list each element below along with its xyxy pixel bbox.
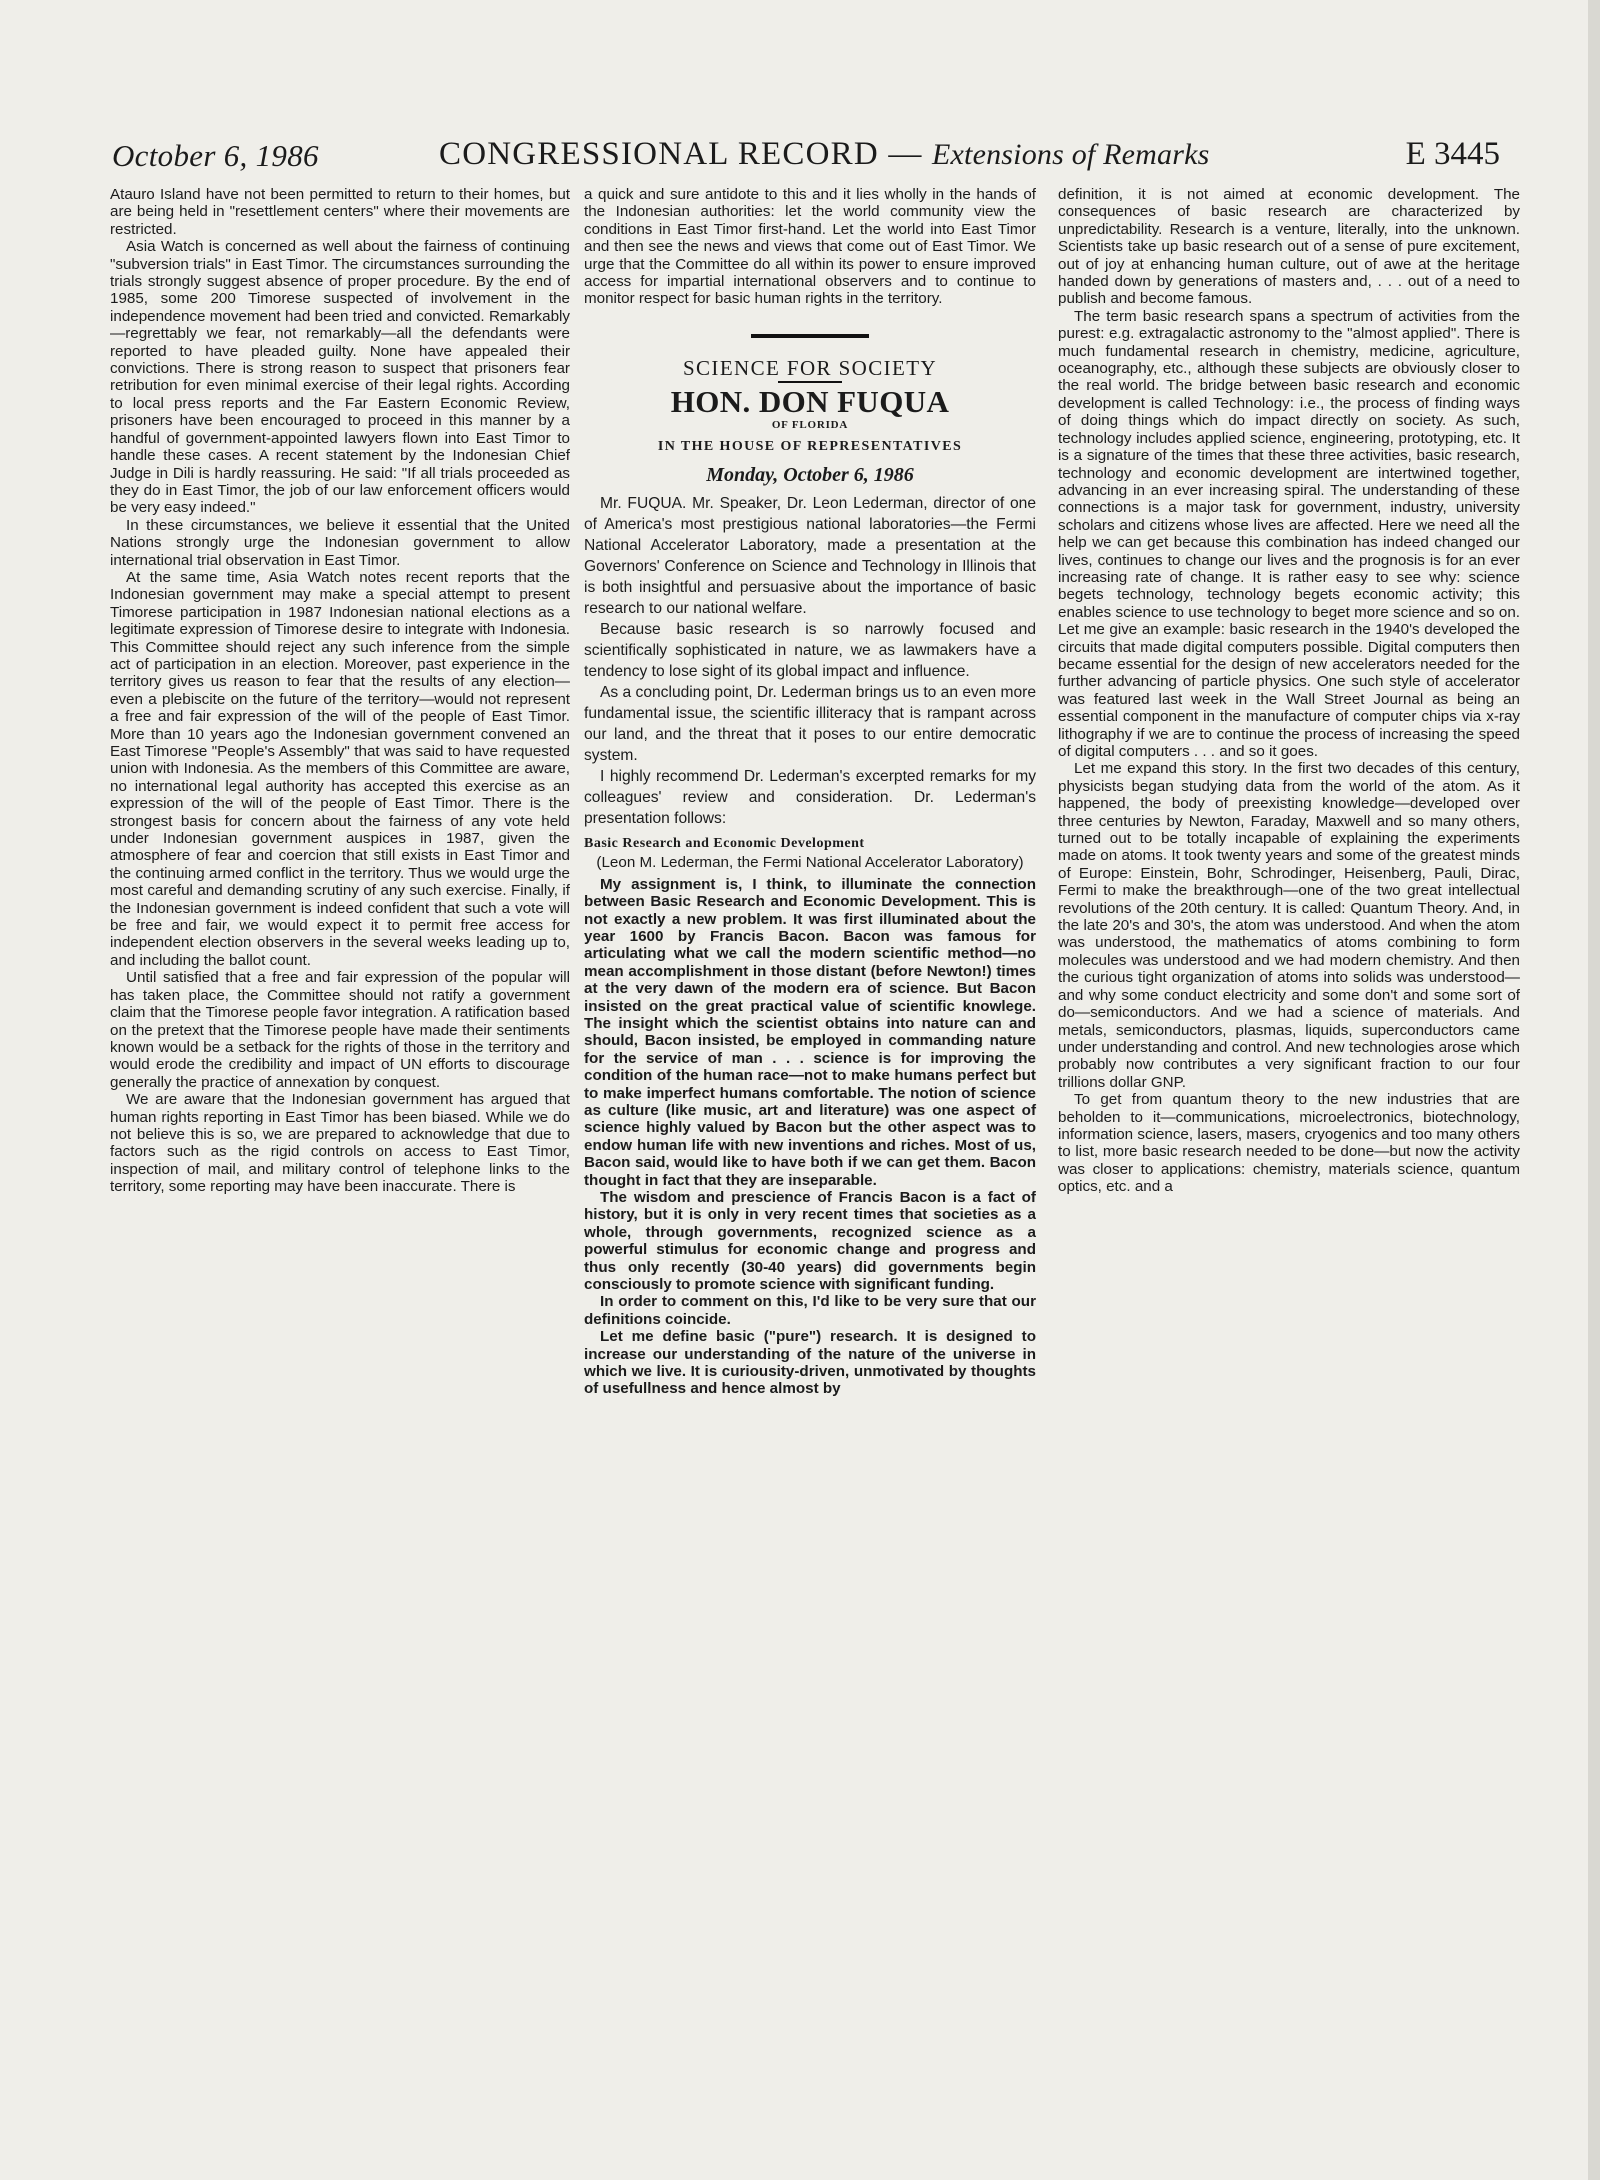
title-divider [778, 381, 842, 383]
speech-paragraph: As a concluding point, Dr. Lederman brings us to an even more fundamental issue, the scientific illiteracy that is rampant across our land, and the threat that it poses to our entire democratic system. [584, 683, 1037, 764]
paragraph: a quick and sure antidote to this and it lies wholly in the hands of the Indonesian authorities: let the world community view the conditions in East Timor first-hand. Let the world into East Timor and then see the news and views that come out of East Timor. We urge that the Committee do all within its power to ensure improved access for impartial international observers and to continue to monitor respect for basic human rights in the territory. [584, 186, 1036, 308]
speaker-state: OF FLORIDA [771, 418, 849, 431]
header-date: October 6, 1986 [112, 138, 319, 173]
paragraph: definition, it is not aimed at economic development. The consequences of basic research are characterized by unpredictability. Research is a venture, literally, into the unknown. Scientists take up basic research out of a sense of pure excitement, out of joy at enhancing human culture, out of awe at the heritage handed down by generations of masters and, . . . out of a need to publish and become famous. [1058, 186, 1520, 308]
section-title: SCIENCE FOR SOCIETY [682, 355, 938, 380]
header-title-section: Extensions of Remarks [932, 138, 1210, 171]
paragraph: We are aware that the Indonesian government has argued that human rights reporting in East Timor has been biased. While we do not believe this is so, we are prepared to acknowledge that due to factors such as the rigid controls on access to East Timor, inspection of mail, and military control of telephone links to the territory, some reporting may have been inaccurate. There is [110, 1091, 570, 1196]
paragraph: Asia Watch is concerned as well about the fairness of continuing "subversion trials" in East Timor. The circumstances surrounding the trials strongly suggest absence of proper procedure. By the end of 1985, some 200 Timorese suspected of involvement in the independence movement had been tried and convicted. Remarkably—regrettably we fear, not remarkably—all the defendants were reported to have pleaded guilty. None have appealed their convictions. There is strong reason to suspect that prisoners fear retribution for even minimal exercise of their legal rights. According to local press reports and the Far Eastern Economic Review, prisoners have been encouraged to proceed in this manner by a handful of government-appointed lawyers flown into East Timor to handle these cases. A recent statement by the Indonesian Chief Judge in Dili is hardly reassuring. He said: "If all trials proceeded as they do in East Timor, the job of our law enforcement officers would be very easy indeed." [110, 238, 570, 517]
page-header [112, 134, 1500, 180]
paragraph: At the same time, Asia Watch notes recent reports that the Indonesian government may make a special attempt to present Timorese participation in 1987 Indonesian national elections as a legitimate expression of Timorese desire to integrate with Indonesia. This Committee should reject any such inference from the simple act of participation in an election. Moreover, past experience in the territory gives us reason to fear that the results of any election—even a plebiscite on the future of the territory—would not represent a free and fair expression of the will of the people of East Timor. More than 10 years ago the Indonesian government convened an East Timorese "People's Assembly" that was said to have requested union with Indonesia. As the members of this Committee are aware, no international legal authority has accepted this exercise as an expression of the will of the people of East Timor. There is the strongest basis for concern about the fairness of any vote held under Indonesian government auspices in 1987, given the atmosphere of fear and coercion that still exists in East Timor and the continuing armed conflict in the territory. Thus we would urge the most careful and demanding scrutiny of any such exercise. Finally, if the Indonesian government is indeed confident that such a vote will be free and fair, we would expect it to permit free access for independent election observers in the several weeks leading up to, and including the ballot count. [110, 568, 570, 969]
speech-paragraph: I highly recommend Dr. Lederman's excerpted remarks for my colleagues' review and consideration. Dr. Lederman's presentation follows: [584, 767, 1036, 827]
header-page-number: E 3445 [1405, 136, 1500, 172]
speech-paragraph: Mr. FUQUA. Mr. Speaker, Dr. Leon Lederman, director of one of America's most prestigious national laboratories—the Fermi National Accelerator Laboratory, made a presentation at the Governors' Conference on Science and Technology in Illinois that is both insightful and persuasive about the importance of basic research to our national welfare. [584, 494, 1036, 617]
article-paragraph: My assignment is, I think, to illuminate the connection between Basic Research and Economic Development. This is not exactly a new problem. It was first illuminated about the year 1600 by Francis Bacon. Bacon was famous for articulating what we call the modern scientific method—no mean accomplishment in those distant (before Newton!) times at the very dawn of the modern era of science. But Bacon insisted on the great practical value of scientific knowlege. The insight which the scientist obtains into nature can and should, Bacon insisted, be employed in commanding nature for the service of man . . . science is for improving the condition of the human race—not to make humans perfect but to make imperfect humans comfortable. The notion of science as culture (like music, art and literature) was one aspect of science highly valued by Bacon but the other aspect was to endow human life with new inventions and riches. Most of us, Bacon said, would like to have both if we can get them. Bacon thought in fact that they are inseparable. [584, 875, 1036, 1189]
speaker-name: HON. DON FUQUA [670, 384, 950, 420]
speech-paragraph: Because basic research is so narrowly focused and scientifically sophisticated in nature, we as lawmakers have a tendency to lose sight of its global impact and influence. [584, 620, 1036, 680]
article-paragraph: Let me define basic ("pure") research. It is designed to increase our understanding of the nature of the universe in which we live. It is curiousity-driven, unmotivated by thoughts of usefullness and hence almost by [584, 1328, 1036, 1398]
paragraph: The term basic research spans a spectrum of activities from the purest: e.g. extragalactic astronomy to the "almost applied". There is much fundamental research in chemistry, medicine, agriculture, oceanography, etc., although these subjects are obviously closer to the real world. The bridge between basic research and economic development is called Technology: i.e., the process of finding ways of doing things which do impact directly on society. As such, technology includes applied science, engineering, prototyping, etc. It is a signature of the times that these three activities, basic research, technology and economic development are intertwined together, advancing in an ever increasing spiral. The understanding of these connections is a major task for government, industry, university scholars and citizens whose lives are affected. Here we need all the help we can get because this combination has indeed changed our lives, continues to change our lives and the prognosis is for an ever increasing rate of change. It is rather easy to see why: science begets technology, technology begets economic activity; this enables science to use technology to beget more science and so on. Let me give an example: basic research in the 1940's developed the circuits that made digital computers possible. Digital computers then became essential for the design of new accelerators needed for the further advancing of particle physics. One such style of accelerator was featured last week in the Wall Street Journal as being an essential component in the manufacture of computer chips via x-ray lithography if we are to continue the process of increasing the speed of digital computers . . . and so it goes. [1058, 307, 1520, 760]
paragraph: Atauro Island have not been permitted to return to their homes, but are being held in "resettlement centers" where their movements are restricted. [110, 186, 570, 238]
chamber-line: IN THE HOUSE OF REPRESENTATIVES [657, 439, 963, 455]
paragraph: Until satisfied that a free and fair expression of the popular will has taken place, the Committee should not ratify a government claim that the Timorese people favor integration. A ratification based on the pretext that the Timorese people have made their sentiments known would be a setback for the rights of those in the territory and would erode the credibility and impact of UN efforts to discourage generally the practice of annexation by conquest. [110, 969, 570, 1091]
header-title-main: CONGRESSIONAL RECORD — [439, 136, 923, 172]
article-byline: (Leon M. Lederman, the Fermi National Accelerator Laboratory) [596, 854, 1024, 872]
article-body [584, 876, 1036, 1398]
paragraph: Let me expand this story. In the first two decades of this century, physicists began studying data from the world of the atom. As it happened, the body of preexisting knowledge—developed over three centuries by Newton, Faraday, Maxwell and so many others, turned out to be totally incapable of explaining the experiments made on atoms. It took twenty years and some of the greatest minds of Europe: Einstein, Bohr, Schrodinger, Heisenberg, Pauli, Dirac, Fermi to make the breakthrough—one of the two great intellectual revolutions of the 20th century. It is called: Quantum Theory. And, in the late 20's and 30's, the atom was understood. And when the atom was understood, the mathematics of atoms combining to form molecules was understood and we had modern chemistry. And then the curious tight organization of atoms into solids was understood—and why some conduct electricity and some don't and some sort of do—semiconductors. And we had a science of materials. And metals, semiconductors, plasmas, liquids, superconductors came under understanding and control. And new technologies arose which probably now contributes a very significant fraction to our four trillions dollar GNP. [1058, 760, 1520, 1091]
column-3 [1058, 186, 1520, 1196]
page-edge [1588, 0, 1600, 2180]
article-paragraph: The wisdom and prescience of Francis Bacon is a fact of history, but it is only in very recent times that societies as a whole, through governments, recognized science as a powerful stimulus for economic change and progress and thus only recently (30-40 years) did governments begin consciously to promote science with significant funding. [584, 1189, 1036, 1294]
article-title: Basic Research and Economic Development [584, 835, 865, 851]
column-1 [110, 186, 570, 1196]
article-paragraph: In order to comment on this, I'd like to be very sure that our definitions coincide. [584, 1293, 1036, 1328]
remarks-date: Monday, October 6, 1986 [706, 464, 914, 487]
paragraph: To get from quantum theory to the new industries that are beholden to it—communications, microelectronics, biotechnology, information science, lasers, masers, cryogenics and too many others to list, more basic research needed to be done—but now the activity was closer to applications: chemistry, materials science, quantum optics, etc. and a [1058, 1091, 1520, 1196]
speech-block [584, 493, 1036, 829]
column-2 [584, 186, 1036, 1398]
header-title [439, 136, 1210, 173]
paragraph: In these circumstances, we believe it essential that the United Nations strongly urge the Indonesian government to allow international trial observation in East Timor. [110, 516, 570, 569]
section-divider [751, 334, 869, 338]
